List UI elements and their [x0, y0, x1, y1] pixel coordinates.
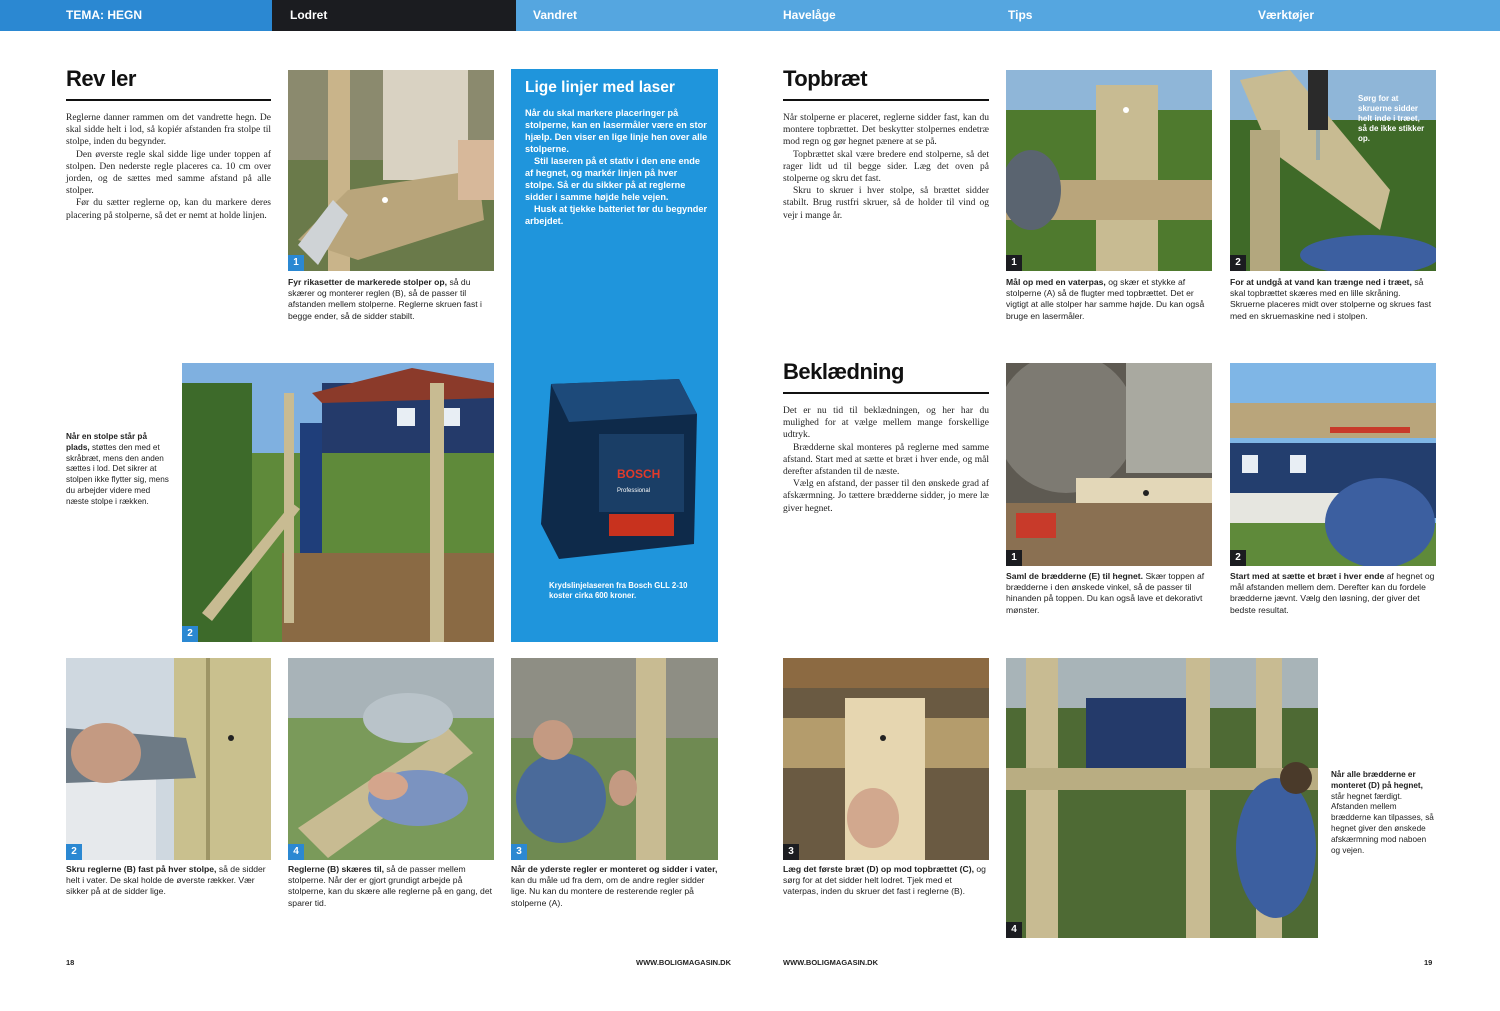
photo-cutting-rail [288, 658, 494, 860]
caption-right-photo-5 [783, 864, 989, 898]
photo-number-badge: 3 [783, 844, 799, 860]
photo-number-badge: 2 [1230, 550, 1246, 566]
caption-lead: Læg det første bræt (D) op mod topbrættet (C), [783, 864, 974, 874]
photo-number-badge: 1 [288, 255, 304, 271]
caption-text: så du skærer og monterer reglen (B), så de passer til afstanden mellem stolperne. Reglerne skruen fast i begge ender, så de sidder stabilt. [288, 277, 482, 321]
photo-number-badge: 1 [1006, 550, 1022, 566]
laser-product-caption: Krydslinjelaseren fra Bosch GLL 2-10 koster cirka 600 kroner. [549, 581, 688, 600]
laser-tip-box [511, 69, 718, 642]
caption-right-photo-3 [1006, 571, 1212, 616]
footer-url-left: WWW.BOLIGMAGASIN.DK [636, 958, 731, 967]
caption-right-photo-2 [1230, 277, 1436, 322]
caption-lead: For at undgå at vand kan trænge ned i træet, [1230, 277, 1412, 287]
caption-photo-5 [511, 864, 718, 909]
caption-text: og skær et stykke af stolperne (A) så de flugter med topbrættet. Det er vigtigt at alle stolper har samme højde. Du kan også bruge en lasermåler. [1006, 277, 1205, 321]
laser-paragraph-2: Stil laseren på et stativ i den ene ende af hegnet, og markér linjen på hver stolpe. Så er du sikker på at reglerne sidder i samme højde hele vejen. [525, 156, 700, 202]
caption-right-photo-4 [1230, 571, 1436, 616]
caption-text: står hegnet færdigt. Afstanden mellem brædderne kan tilpasses, så hegnet giver den ønskede afskærmning mod naboen og vejen. [1331, 791, 1434, 855]
photo-measure-post-top [1006, 70, 1212, 271]
photo-number-badge: 2 [66, 844, 82, 860]
photo-number-badge: 2 [1230, 255, 1246, 271]
rigler-paragraph-1: Reglerne danner rammen om det vandrette hegn. De skal sidde helt i lod, så kopiér afstanden fra stolpe til stolpe, inden du begynder. [66, 113, 271, 148]
caption-lead: Fyr rikasetter de markerede stolper op, [288, 277, 448, 287]
heading-rule [783, 392, 989, 394]
section-heading-beklaedning: Beklædning [783, 359, 904, 384]
heading-rule [783, 99, 989, 101]
photo-screwing-topboard [1230, 70, 1436, 271]
caption-text: Skær toppen af brædderne i den ønskede vinkel, så de passer til hinanden på toppen. Du kan også lave et dekorativt mønster. [1006, 571, 1205, 615]
caption-lead: Start med at sætte et bræt i hver ende [1230, 571, 1385, 581]
caption-lead: Når de yderste regler er monteret og sidder i vater, [511, 864, 718, 874]
photo-number-badge: 1 [1006, 255, 1022, 271]
caption-text: kan du måle ud fra dem, om de andre regler sidder lige. Nu kan du montere de resterende regler på stolperne (A). [511, 875, 705, 908]
product-label-text: Professional [617, 488, 651, 494]
page-number-left: 18 [66, 958, 75, 967]
caption-text: så skal topbrættet skæres med en lille skråning. Skruerne placeres midt over stolperne og skrues fast med en skruemaskine ned i stolpen. [1230, 277, 1432, 321]
beklaedning-paragraph-3: Vælg en afstand, der passer til den ønskede grad af afskærmning. Jo tættere brædderne sidder, jo mere læ giver hegnet. [783, 479, 989, 514]
caption-lead: Når alle brædderne er monteret (D) på hegnet, [1331, 770, 1423, 790]
caption-text: af hegnet og mål afstanden mellem dem. Derefter kan du fordele brædderne jævnt. Vælg den løsning, der giver det bedste resultat. [1230, 571, 1435, 615]
photo-measuring-spacing [1230, 363, 1436, 566]
caption-lead: Reglerne (B) skæres til, [288, 864, 384, 874]
section-heading-topbraet: Topbræt [783, 66, 868, 91]
rigler-paragraph-2: Den øverste regle skal sidde lige under toppen af stolpen. Den nederste regle placeres ca. 10 cm over jorden, og de sættes med samme afstand på alle stolper. [66, 149, 271, 197]
caption-photo-1 [288, 277, 494, 322]
nav-item-vandret[interactable]: Vandret [533, 8, 578, 22]
laser-box-title: Lige linjer med laser [525, 79, 675, 96]
page-number-right: 19 [1424, 958, 1433, 967]
photo-first-board [783, 658, 989, 860]
caption-right-photo-1 [1006, 277, 1212, 322]
nav-item-vaerktoejer[interactable]: Værktøjer [1258, 8, 1315, 22]
rigler-body-text [66, 112, 271, 222]
photo-finished-cladding [1006, 658, 1318, 938]
topbraet-paragraph-3: Skru to skruer i hver stolpe, så brættet sidder stabilt. Brug rustfri skruer, så de holder til vind og vejr i mange år. [783, 186, 989, 221]
caption-photo-4 [288, 864, 494, 909]
caption-lead: Skru reglerne (B) fast på hver stolpe, [66, 864, 217, 874]
caption-text: støttes den med et skråbræt, mens den anden sættes i lod. Det sikrer at stolpen ikke flytter sig, mens du arbejder videre med næste stolpe i rækken. [66, 442, 169, 506]
beklaedning-body-text [783, 405, 989, 515]
beklaedning-paragraph-2: Brædderne skal monteres på reglerne med samme afstand. Start med at sætte et bræt i hver ende, og mål derefter afstanden til de næste. [783, 442, 989, 478]
caption-text: så de sidder helt i vater. De skal holde de øverste rækker. Vær sikker på at de sidder lige. [66, 864, 266, 897]
beklaedning-paragraph-1: Det er nu tid til beklædningen, og her har du mulighed for at vælge mellem mange forskellige udtryk. [783, 406, 989, 441]
photo-drilling-post [66, 658, 271, 860]
caption-photo-3 [66, 864, 271, 898]
footer-url-right: WWW.BOLIGMAGASIN.DK [783, 958, 878, 967]
nav-item-havelaage[interactable]: Havelåge [783, 8, 836, 22]
nav-item-tips[interactable]: Tips [1008, 8, 1033, 22]
caption-text: og sørg for at det sidder helt lodret. Tjek med et vaterpas, inden du skruer det fast i reglerne (B). [783, 864, 986, 897]
nav-item-tema-hegn[interactable]: TEMA: HEGN [0, 0, 272, 31]
topbraet-paragraph-2: Topbrættet skal være bredere end stolperne, så det rager lidt ud til begge sider. Læg det oven på stolperne og skru det fast. [783, 149, 989, 185]
caption-text: så de passer mellem stolperne. Når der er gjort grundigt arbejde på stolperne, kan du skære alle reglerne på en gang, det sparer tid. [288, 864, 492, 908]
photo-number-badge: 4 [1006, 922, 1022, 938]
photo-number-badge: 2 [182, 626, 198, 642]
product-brand-text: BOSCH [617, 467, 661, 481]
heading-rule [66, 99, 271, 101]
caption-lead: Når en stolpe står på plads, [66, 432, 147, 452]
photo-sawing-boards [1006, 363, 1212, 566]
nav-item-lodret[interactable]: Lodret [272, 0, 516, 31]
caption-lead: Saml de brædderne (E) til hegnet. [1006, 571, 1144, 581]
caption-lead: Mål op med en vaterpas, [1006, 277, 1106, 287]
caption-photo-2-side [66, 432, 172, 508]
photo-marking-stud [288, 70, 494, 271]
rigler-paragraph-3: Før du sætter reglerne op, kan du markere deres placering på stolperne, så det er nemt at holde linjen. [66, 198, 271, 221]
laser-level-product-image [529, 374, 704, 564]
section-heading-rigler: Rev ler [66, 66, 136, 91]
section-nav [0, 0, 1500, 31]
topbraet-paragraph-1: Når stolperne er placeret, reglerne sidder fast, kan du montere topbrættet. Det beskytter stolpernes endetræ mod regn og gør hegnet pænere at se på. [783, 113, 989, 148]
photo-number-badge: 3 [511, 844, 527, 860]
laser-box-text [525, 107, 709, 227]
photo-mounting-rail [511, 658, 718, 860]
photo-number-badge: 4 [288, 844, 304, 860]
laser-paragraph-1: Når du skal markere placeringer på stolperne, kan en lasermåler være en stor hjælp. Den viser en lige linje hen over alle stolperne. [525, 108, 708, 154]
laser-paragraph-3: Husk at tjekke batteriet før du begynder arbejdet. [525, 204, 708, 226]
photo-callout-text: Sørg for at skruerne sidder helt inde i træet, så de ikke stikker op. [1358, 94, 1425, 143]
caption-right-photo-6-side [1331, 770, 1437, 856]
topbraet-body-text [783, 112, 989, 222]
photo-garden-posts [182, 363, 494, 642]
